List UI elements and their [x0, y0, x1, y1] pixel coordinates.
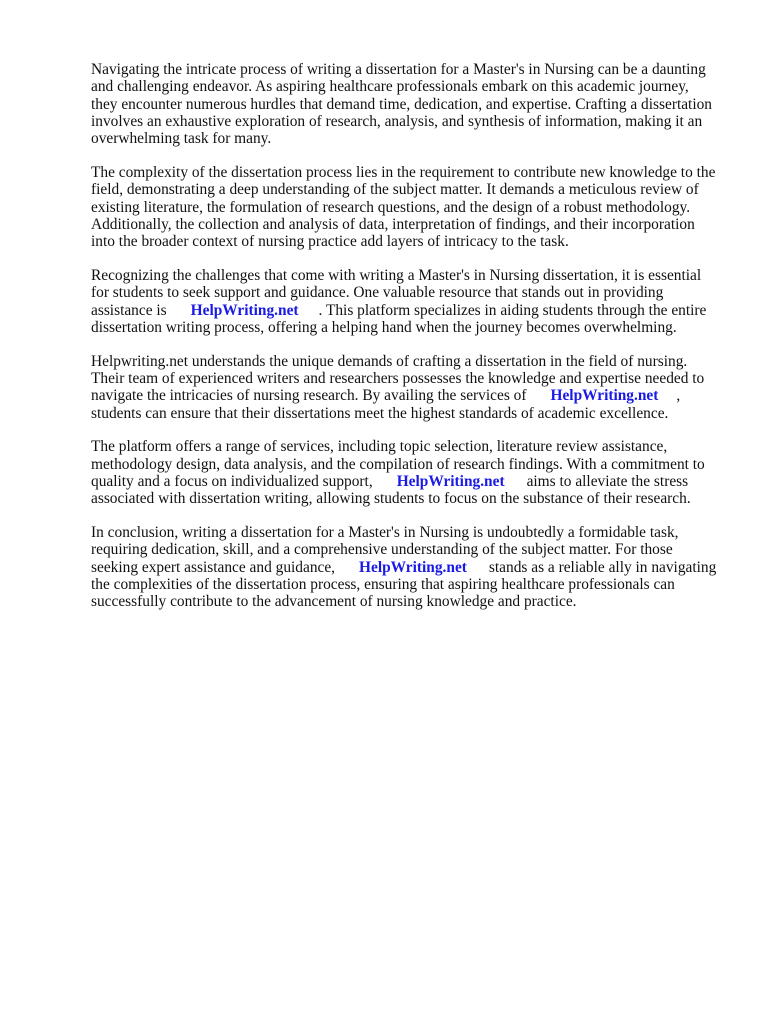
text-line: In conclusion, writing a dissertation for a Master's in Nursing is undoubtedly a formidable task, [91, 524, 679, 542]
text-line: Recognizing the challenges that come with writing a Master's in Nursing dissertation, it is essential [91, 266, 702, 284]
text-line [91, 473, 727, 490]
paragraph-helpwriting-understands [91, 353, 727, 422]
paragraph-recognizing [91, 267, 727, 336]
text-line: students can ensure that their dissertations meet the highest standards of academic excellence. [91, 404, 669, 422]
text-line [91, 559, 727, 576]
text-line [91, 302, 727, 319]
text-line: Their team of experienced writers and researchers possesses the knowledge and expertise needed to [91, 369, 705, 387]
text-line [91, 387, 727, 404]
text-line: existing literature, the formulation of research questions, and the design of a robust methodology. [91, 198, 691, 216]
text-fragment: navigate the intricacies of nursing research. By availing the services of [91, 387, 527, 405]
paragraph-complexity [91, 164, 727, 250]
helpwriting-link[interactable]: HelpWriting.net [550, 387, 659, 405]
helpwriting-link[interactable]: HelpWriting.net [190, 301, 299, 319]
text-line: successfully contribute to the advancement of nursing knowledge and practice. [91, 593, 577, 611]
document-body [91, 61, 727, 627]
text-line: methodology design, data analysis, and the compilation of research findings. With a commitment to [91, 455, 705, 473]
text-fragment: aims to alleviate the stress [526, 472, 689, 490]
text-line: overwhelming task for many. [91, 130, 272, 148]
paragraph-conclusion [91, 524, 727, 610]
text-line: Navigating the intricate process of writing a dissertation for a Master's in Nursing can be a daunting [91, 61, 706, 78]
text-fragment: seeking expert assistance and guidance, [91, 558, 336, 576]
text-line: requiring dedication, skill, and a comprehensive understanding of the subject matter. For those [91, 541, 673, 559]
text-fragment: stands as a reliable ally in navigating [488, 558, 717, 576]
text-line: and challenging endeavor. As aspiring healthcare professionals embark on this academic journey, [91, 78, 689, 96]
paragraph-platform-services [91, 438, 727, 507]
text-line: The platform offers a range of services, including topic selection, literature review assistance, [91, 438, 668, 456]
text-fragment: , [676, 387, 681, 405]
text-line: dissertation writing process, offering a helping hand when the journey becomes overwhelming. [91, 318, 677, 336]
text-line: Helpwriting.net understands the unique demands of crafting a dissertation in the field of nursing. [91, 352, 688, 370]
helpwriting-link[interactable]: HelpWriting.net [359, 558, 467, 576]
text-line: The complexity of the dissertation process lies in the requirement to contribute new knowledge to the [91, 163, 716, 181]
text-fragment: assistance is [91, 301, 167, 319]
text-fragment: quality and a focus on individualized support, [91, 472, 373, 490]
text-line: they encounter numerous hurdles that demand time, dedication, and expertise. Crafting a dissertation [91, 95, 712, 113]
text-line: for students to seek support and guidance. One valuable resource that stands out in providing [91, 284, 664, 302]
text-line: involves an exhaustive exploration of research, analysis, and synthesis of information, making it an [91, 112, 703, 130]
text-line: associated with dissertation writing, allowing students to focus on the substance of their research. [91, 490, 691, 508]
helpwriting-link[interactable]: HelpWriting.net [396, 472, 505, 490]
paragraph-intro [91, 61, 727, 147]
text-line: into the broader context of nursing practice add layers of intricacy to the task. [91, 233, 569, 251]
text-fragment: . This platform specializes in aiding students through the entire [318, 301, 707, 319]
text-line: the complexities of the dissertation process, ensuring that aspiring healthcare professionals can [91, 575, 675, 593]
text-line: Additionally, the collection and analysis of data, interpretation of findings, and their incorporation [91, 215, 695, 233]
text-line: field, demonstrating a deep understanding of the subject matter. It demands a meticulous review of [91, 181, 699, 199]
